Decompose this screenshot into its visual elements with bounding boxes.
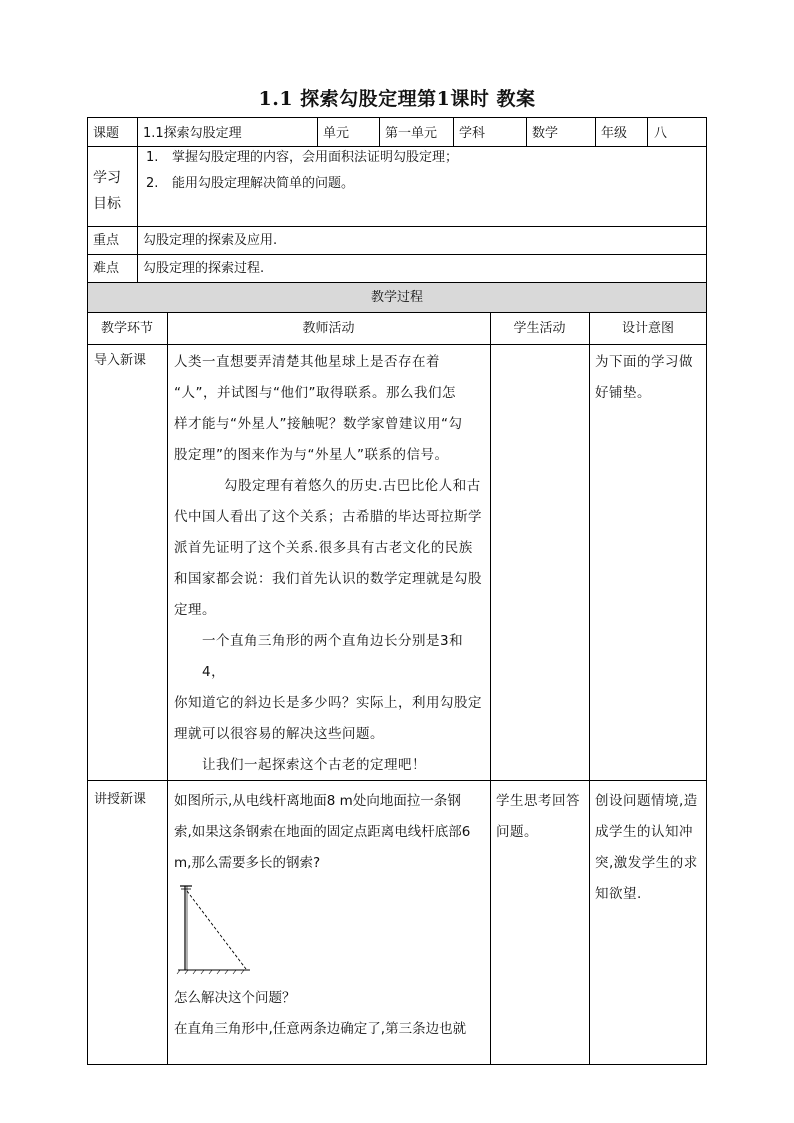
text-line: 在直角三角形中,任意两条边确定了,第三条边也就 [174,1021,467,1037]
text-line: “人”，并试图与“他们”取得联系。那么我们怎 [174,385,456,401]
text-line: 知欲望. [595,886,642,902]
text-line: 成学生的认知冲 [595,824,693,840]
teacher-activity-intro [174,347,486,781]
text-line: 样才能与“外星人”接触呢？数学家曾建议用“勾 [174,416,463,432]
topic-value: 1.1探索勾股定理 [143,126,242,141]
column-intent: 设计意图 [621,321,674,336]
text-line: 让我们一起探索这个古老的定理吧！ [202,757,426,773]
design-intent-new [595,786,705,910]
text-line: m,那么需要多长的钢索? [174,855,321,871]
text-line: 问题。 [496,824,538,840]
grade-label: 年级 [601,126,628,141]
goal-number-1: 1. [146,150,159,165]
text-line: 人类一直想要弄清楚其他星球上是否存在着 [174,354,440,370]
text-line: 怎么解决这个问题？ [174,990,296,1006]
text-line: 派首先证明了这个关系.很多具有古老文化的民族 [174,540,473,556]
goal-item-2: 能用勾股定理解决简单的问题。 [172,176,355,191]
text-line: 创设问题情境,造 [595,793,698,809]
difficulty-label: 难点 [93,261,120,276]
key-point-text: 勾股定理的探索及应用. [143,233,278,248]
text-line: 定理。 [174,602,216,618]
utility-pole-figure [174,878,264,976]
stage-intro: 导入新课 [94,353,147,368]
text-line: 突,激发学生的求 [595,855,698,871]
subject-label: 学科 [459,126,486,141]
topic-label: 课题 [93,126,120,141]
process-header: 教学过程 [370,290,423,305]
unit-value: 第一单元 [385,126,438,141]
text-line: 为下面的学习做 [595,354,693,370]
teacher-activity-new-cont [174,983,488,1045]
goal-item-1: 掌握勾股定理的内容，会用面积法证明勾股定理； [172,150,459,165]
text-line: 理就可以很容易的解决这些问题。 [174,726,384,742]
text-line: 一个直角三角形的两个直角边长分别是3和4， [202,633,464,680]
text-line: 代中国人看出了这个关系；古希腊的毕达哥拉斯学 [174,509,482,525]
unit-label: 单元 [323,126,350,141]
goals-label: 学习目标 [93,170,121,212]
student-activity-new [496,786,588,848]
difficulty-text: 勾股定理的探索过程. [143,261,265,276]
column-student: 学生活动 [513,321,566,336]
text-line: 索,如果这条钢索在地面的固定点距离电线杆底部6 [174,824,471,840]
text-line: 勾股定理有着悠久的历史.古巴比伦人和古 [224,478,481,494]
subject-value: 数学 [532,126,559,141]
grade-value: 八 [654,126,668,141]
teacher-activity-new [174,786,488,879]
text-line: 如图所示,从电线杆离地面8 m处向地面拉一条钢 [174,793,461,809]
stage-new-lesson: 讲授新课 [94,792,147,807]
text-line: 和国家都会说：我们首先认识的数学定理就是勾股 [174,571,482,587]
column-teacher: 教师活动 [302,321,355,336]
steel-cable [187,891,246,969]
design-intent-intro [595,347,705,409]
column-stage: 教学环节 [100,321,153,336]
text-line: 股定理”的图来作为与“外星人”联系的信号。 [174,447,449,463]
text-line: 好铺垫。 [595,385,651,401]
document-title: 1.1 探索勾股定理第1课时 教案 [258,88,536,110]
goal-number-2: 2. [146,176,159,191]
key-point-label: 重点 [93,233,120,248]
text-line: 学生思考回答 [496,793,580,809]
text-line: 你知道它的斜边长是多少吗？实际上，利用勾股定 [174,695,482,711]
